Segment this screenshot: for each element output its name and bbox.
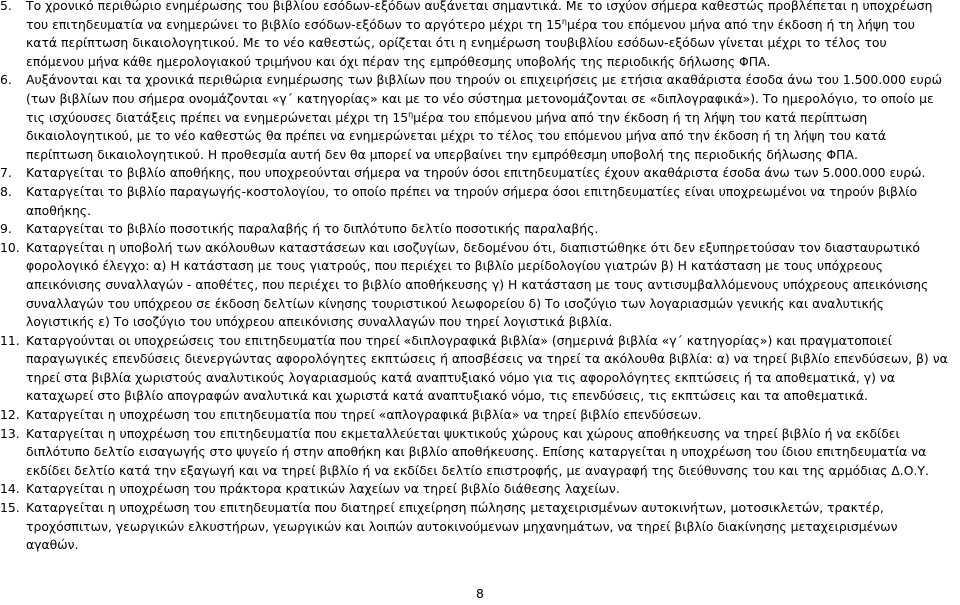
item-text-continued: μέρα του επόμενου μήνα από την έκδοση ή τη λήψη του κατά περίπτωση δικαιολογητικού. Με το νέο καθεστώς, ορίζεται ότι η ενημέρωση τουβιβλίου εσόδων-εξόδων γίνεται μέχρι το τέλος του επόμενου μήνα κάθε ημερολογιακού τριμήνου και όχι πέραν της εμπρόθεσμης υποβολής της περιοδικής δήλωσης ΦΠΑ. xyxy=(26,16,915,69)
item-number: 5. xyxy=(0,0,12,13)
list-item xyxy=(0,332,948,406)
item-number: 11. xyxy=(0,332,20,348)
list-item xyxy=(0,0,948,71)
item-text: Καταργείται το βιβλίο ποσοτικής παραλαβής ή το διπλότυπο δελτίο ποσοτικής παραλαβής. xyxy=(26,221,599,237)
list-item xyxy=(0,239,948,332)
item-text: Καταργούνται οι υποχρεώσεις του επιτηδευματία που τηρεί «διπλογραφικά βιβλία» (σημερινά βιβλία «γ΄ κατηγορίας») και πραγματοποιεί παραγωγικές επενδύσεις διενεργώντας αφορολόγητες εκπτώσεις ή αποσβέσεις να τηρεί τα ακόλουθα βιβλία: α) να τηρεί βιβλίο επενδύσεων, β) να τηρεί στα βιβλία χωριστούς αναλυτικούς λογαριασμούς κατά αναπτυξιακό νόμο για τις αφορολόγητες εκπτώσεις ή τα αποθεματικά, γ) να καταχωρεί στο βιβλίο απογραφών αναλυτικά και χωριστά κατά αναπτυξιακό νόμο, τις επενδύσεις, τις εκπτώσεις και τα αποθεματικά. xyxy=(26,332,948,404)
item-text: Καταργείται το βιβλίο παραγωγής-κοστολογίου, το οποίο πρέπει να τηρούν σήμερα όσοι επιτηδευματίες είναι υποχρεωμένοι να τηρούν βιβλίο αποθήκης. xyxy=(26,183,918,218)
list-item xyxy=(0,480,948,499)
item-number: 14. xyxy=(0,481,20,497)
item-text-continued: μέρα του επόμενου μήνα από την έκδοση ή τη λήψη του κατά περίπτωση δικαιολογητικού, με το νέο καθεστώς θα πρέπει να ενημερώνεται μέχρι το τέλος του επόμενου μήνα από την έκδοση ή τη λήψη του κατά περίπτωση δικαιολογητικού. Η προθεσμία αυτή δεν θα μπορεί να υπερβαίνει την εμπρόθεσμη υποβολή της περιοδικής δήλωσης ΦΠΑ. xyxy=(26,109,887,162)
item-number: 12. xyxy=(0,407,20,423)
item-text: Καταργείται η υποχρέωση του πράκτορα κρατικών λαχείων να τηρεί βιβλίο διάθεσης λαχείων. xyxy=(26,481,620,497)
item-number: 10. xyxy=(0,239,20,255)
item-number: 15. xyxy=(0,500,20,516)
list-item xyxy=(0,183,948,220)
list-item xyxy=(0,499,948,555)
list-item xyxy=(0,164,948,183)
item-text: Καταργείται η υποβολή των ακόλουθων καταστάσεων και ισοζυγίων, δεδομένου ότι, διαπιστώθηκε ότι δεν εξυπηρετούσαν τον διασταυρωτικό φορολογικό έλεγχο: α) Η κατάσταση με τους γιατρούς, που περιέχει το βιβλίο μερίδολογίου γιατρών β) Η κατάσταση με τους υπόχρεους απεικόνισης συναλλαγών - αποθέτες, που περιέχει το βιβλίο αποθήκευσης γ) Η κατάσταση με τους αντισυμβαλλόμενους υπόχρεους απεικόνισης συναλλαγών του υπόχρεου σε έκδοση δελτίων κίνησης τουριστικού λεωφορείου δ) Το ισοζύγιο των λογαριασμών γενικής και αναλυτικής λογιστικής ε) Το ισοζύγιο του υπόχρεου απεικόνισης συναλλαγών που τηρεί λογιστικά βιβλία. xyxy=(26,239,929,330)
item-number: 13. xyxy=(0,425,20,441)
item-number: 9. xyxy=(0,221,12,237)
item-text: Αυξάνονται και τα χρονικά περιθώρια ενημέρωσης των βιβλίων που τηρούν οι επιχειρήσεις με ετήσια ακαθάριστα έσοδα άνω του 1.500.000 ευρώ (των βιβλίων που σήμερα ονομάζονται «γ΄ κατηγορίας» και με το νέο σύστημα μετονομάζονται σε «διπλογραφικά»). Το ημερολόγιο, το οποίο με τις ισχύουσες διατάξεις πρέπει να ενημερώνεται μέχρι τη 15 xyxy=(26,72,942,125)
item-number: 8. xyxy=(0,183,12,199)
item-text: Καταργείται η υποχρέωση του επιτηδευματία που τηρεί «απλογραφικά βιβλία» να τηρεί βιβλίο επενδύσεων. xyxy=(26,407,702,423)
item-text: Καταργείται η υποχρέωση του επιτηδευματία που εκμεταλλεύεται ψυκτικούς χώρους και χώρους αποθήκευσης να τηρεί βιβλίο ή να εκδίδει διπλότυπο δελτίο εισαγωγής στο ψυγείο ή στην αποθήκη και βιβλίο αποθήκευσης. Επίσης καταργείται η υποχρέωση του ίδιου επιτηδευματία να εκδίδει δελτίο κατά την εξαγωγή και να τηρεί βιβλίο ή να εκδίδει δελτίο επιστροφής, με αναγραφή της διεύθυνσης του και της αρμόδιας Δ.Ο.Υ. xyxy=(26,425,929,478)
list-item xyxy=(0,406,948,425)
item-number: 7. xyxy=(0,165,12,181)
item-text: Το χρονικό περιθώριο ενημέρωσης του βιβλίου εσόδων-εξόδων αυξάνεται σημαντικά. Με το ισχύον σήμερα καθεστώς προβλέπεται η υποχρέωση του επιτηδευματία να ενημερώνει το βιβλίο εσόδων-εξόδων το αργότερο μέχρι τη 15 xyxy=(26,0,933,32)
superscript: η xyxy=(561,16,567,26)
item-number: 6. xyxy=(0,72,12,88)
list-item xyxy=(0,425,948,481)
item-text: Καταργείται το βιβλίο αποθήκης, που υποχρεούνται σήμερα να τηρούν όσοι επιτηδευματίες έχουν ακαθάριστα έσοδα άνω των 5.000.000 ευρώ. xyxy=(26,165,926,181)
list-item xyxy=(0,71,948,164)
list-item xyxy=(0,220,948,239)
superscript: η xyxy=(408,109,414,119)
item-text: Καταργείται η υποχρέωση του επιτηδευματία που διατηρεί επιχείρηση πώλησης μεταχειρισμένων αυτοκινήτων, μοτοσικλετών, τρακτέρ, τροχόσπιτων, γεωργικών ελκυστήρων, γεωργικών και λοιπών αυτοκινούμενων μηχανημάτων, να τηρεί βιβλίο διακίνησης μεταχειρισμένων αγαθών. xyxy=(26,500,898,553)
page-number: 8 xyxy=(476,586,484,601)
